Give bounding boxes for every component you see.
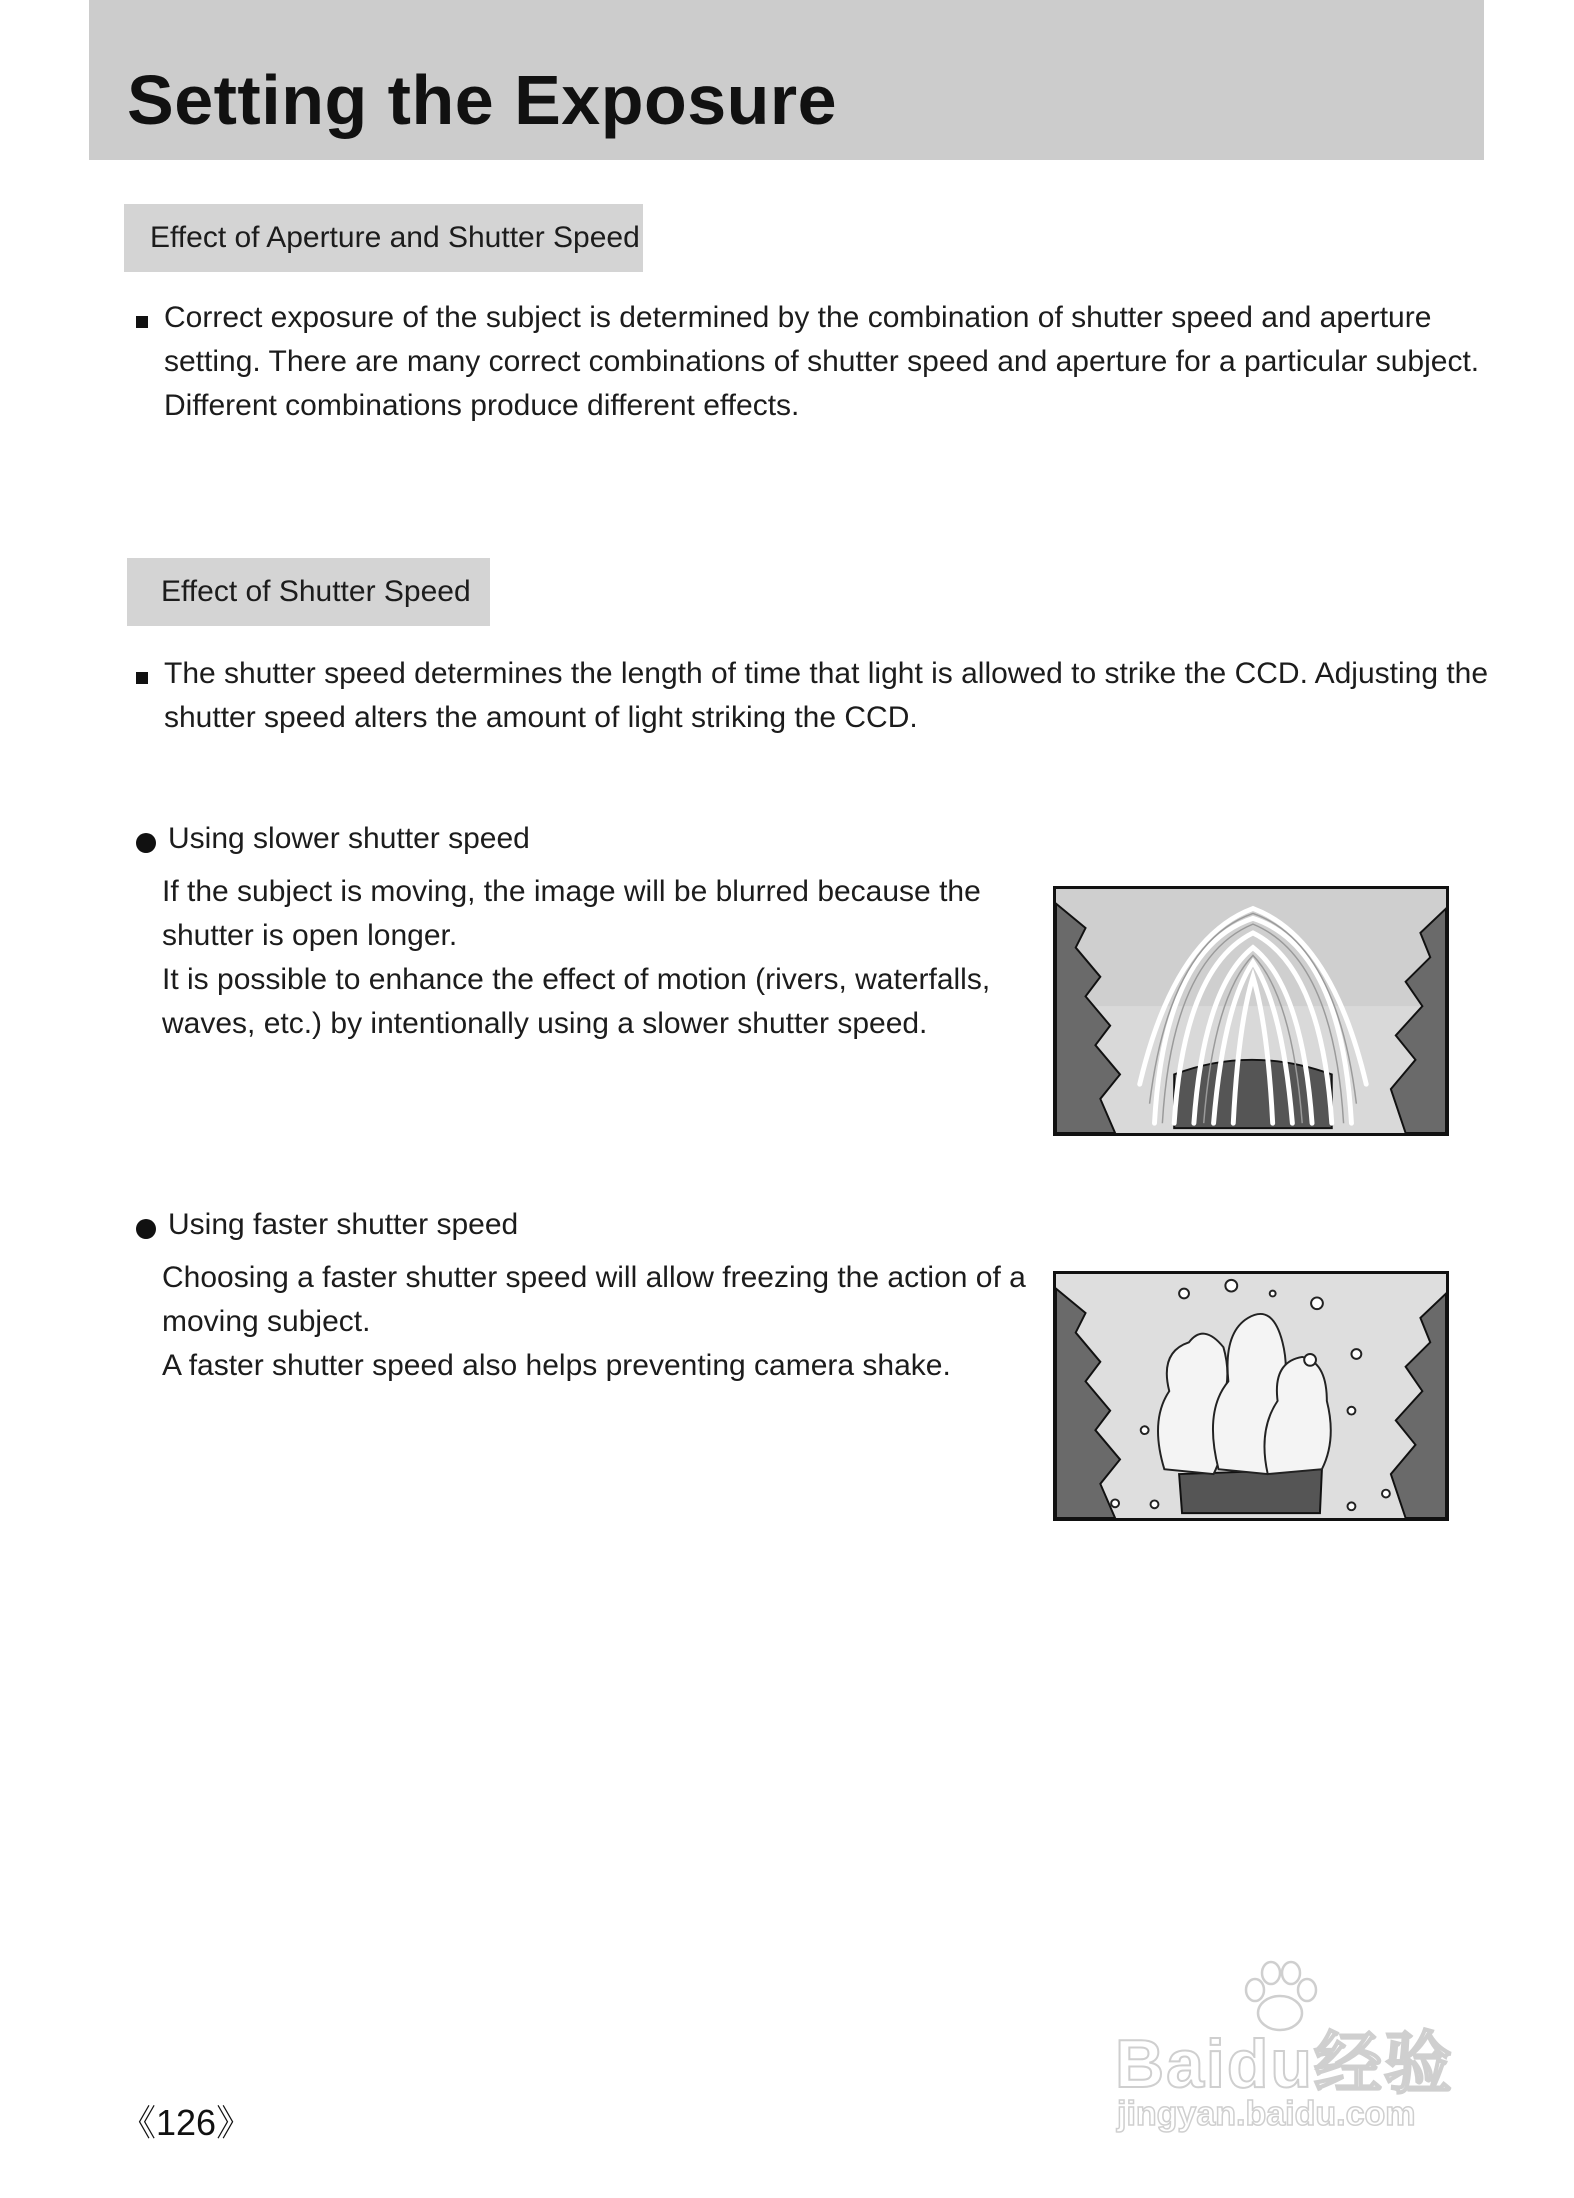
frozen-fountain-illustration: [1053, 1271, 1449, 1521]
watermark-url: jingyan.baidu.com: [1117, 2095, 1416, 2133]
paragraph-line: Different combinations produce different effects.: [164, 389, 800, 422]
section-label-text: Effect of Shutter Speed: [161, 575, 471, 608]
slower-shutter-heading: Using slower shutter speed: [168, 822, 530, 855]
square-bullet-icon: [136, 316, 148, 328]
paragraph-line: shutter speed alters the amount of light striking the CCD.: [164, 701, 918, 734]
description-line: It is possible to enhance the effect of motion (rivers, waterfalls,: [162, 963, 991, 996]
round-bullet-icon: [136, 833, 156, 853]
blurred-fountain-illustration: [1053, 886, 1449, 1136]
paragraph-line: Correct exposure of the subject is determined by the combination of shutter speed and aperture: [164, 301, 1432, 334]
description-line: A faster shutter speed also helps preventing camera shake.: [162, 1349, 951, 1382]
page-number: 《126》: [120, 2102, 253, 2143]
square-bullet-icon: [136, 672, 148, 684]
shutter-paragraph: [164, 652, 1488, 740]
section-label-text: Effect of Aperture and Shutter Speed: [150, 221, 640, 254]
description-line: shutter is open longer.: [162, 919, 458, 952]
description-line: If the subject is moving, the image will be blurred because the: [162, 875, 981, 908]
section-label-shutter-speed: [127, 558, 490, 626]
baidu-watermark: [1115, 1955, 1475, 2135]
description-line: moving subject.: [162, 1305, 371, 1338]
watermark-logo-text: Baidu经验: [1115, 2026, 1454, 2102]
faster-shutter-description: [162, 1256, 1026, 1388]
description-line: waves, etc.) by intentionally using a slower shutter speed.: [162, 1007, 928, 1040]
paragraph-line: The shutter speed determines the length of time that light is allowed to strike the CCD. Adjusting the: [164, 657, 1489, 690]
page-title: Setting the Exposure: [127, 61, 838, 139]
faster-shutter-heading: Using faster shutter speed: [168, 1208, 519, 1241]
exposure-paragraph: [164, 296, 1479, 428]
title-bar: [89, 0, 1484, 160]
round-bullet-icon: [136, 1219, 156, 1239]
paragraph-line: setting. There are many correct combinations of shutter speed and aperture for a particular subject.: [164, 345, 1480, 378]
slower-shutter-description: [162, 870, 990, 1046]
section-label-aperture-shutter: [124, 204, 643, 272]
description-line: Choosing a faster shutter speed will allow freezing the action of a: [162, 1261, 1026, 1294]
